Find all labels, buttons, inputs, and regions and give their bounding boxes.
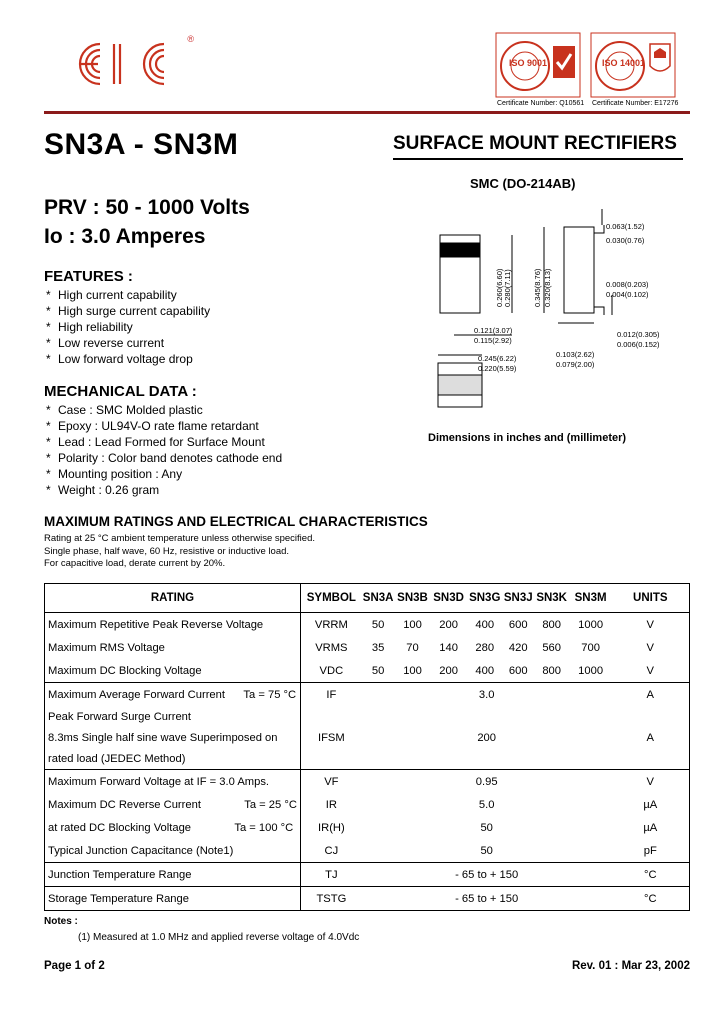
cell-value: 50 xyxy=(371,618,385,631)
cell-value: 100 xyxy=(403,618,422,631)
table-header: UNITS xyxy=(612,584,690,613)
row-label: Typical Junction Capacitance (Note1) xyxy=(48,844,234,857)
list-item: * High current capability xyxy=(44,287,210,303)
row-symbol: VRRM xyxy=(300,613,361,637)
empty-cell xyxy=(300,706,361,727)
cell-value: 70 xyxy=(406,641,419,654)
cell-value: 5.0 xyxy=(478,798,495,811)
cell-value: 140 xyxy=(439,641,458,654)
row-unit: V xyxy=(646,641,654,654)
row-label: Maximum RMS Voltage xyxy=(48,641,165,654)
list-item: * Weight : 0.26 gram xyxy=(44,482,282,498)
prv-spec: PRV : 50 - 1000 Volts xyxy=(44,196,250,219)
row-unit: pF xyxy=(643,844,657,857)
row-label: Maximum DC Reverse Current Ta = 25 °C xyxy=(48,798,297,811)
row-symbol: VRMS xyxy=(300,636,361,659)
table-row xyxy=(45,613,690,637)
cell-value: 50 xyxy=(480,844,493,857)
cell-value: - 65 to + 150 xyxy=(362,887,612,911)
list-item: * Low forward voltage drop xyxy=(44,351,210,367)
dim-label: 0.004(0.102) xyxy=(606,290,649,299)
cell-value: 420 xyxy=(508,641,528,654)
row-symbol: TSTG xyxy=(300,887,361,911)
row-label: Maximum Repetitive Peak Reverse Voltage xyxy=(48,618,264,631)
cell-value: 200 xyxy=(477,731,496,744)
table-row xyxy=(45,863,690,887)
empty-cell xyxy=(612,748,690,770)
features-heading: FEATURES : xyxy=(44,268,133,285)
ratings-heading: MAXIMUM RATINGS AND ELECTRICAL CHARACTERISTICS xyxy=(44,514,428,529)
row-symbol: VF xyxy=(300,770,361,794)
table-header: RATING xyxy=(45,584,301,613)
cert1-number: Certificate Number: Q10561 xyxy=(497,100,585,107)
row-label: Peak Forward Surge Current xyxy=(48,710,192,723)
table-header: SN3B xyxy=(394,584,430,613)
list-item: * Polarity : Color band denotes cathode end xyxy=(44,450,282,466)
iso14001-label: ISO 14001 xyxy=(602,58,646,68)
page-number: Page 1 of 2 xyxy=(44,960,105,972)
empty-cell xyxy=(300,748,361,770)
registered-mark: ® xyxy=(187,34,194,44)
table-header: SN3A xyxy=(362,584,395,613)
empty-cell xyxy=(362,748,612,770)
cell-value: 50 xyxy=(480,821,493,834)
list-item: * Lead : Lead Formed for Surface Mount xyxy=(44,434,282,450)
row-symbol: VDC xyxy=(300,659,361,683)
package-outline-diagram xyxy=(412,195,690,435)
cell-value: 1000 xyxy=(578,618,604,631)
dim-label: 0.012(0.305) xyxy=(617,330,660,339)
row-unit: A xyxy=(646,731,654,744)
row-symbol: IR xyxy=(300,793,361,816)
table-row xyxy=(45,839,690,863)
dim-label: 0.220(5.59) xyxy=(478,364,517,373)
cell-value: 400 xyxy=(475,664,495,677)
cell-value: 800 xyxy=(542,618,561,631)
mechanical-heading: MECHANICAL DATA : xyxy=(44,383,197,400)
rating-note: Single phase, half wave, 60 Hz, resistive or inductive load. xyxy=(44,545,290,557)
row-unit: A xyxy=(612,683,690,707)
row-label: rated load (JEDEC Method) xyxy=(48,752,186,765)
mechanical-list xyxy=(44,402,282,498)
dim-label: 0.345(8.76) xyxy=(533,268,542,307)
dim-label: 0.245(6.22) xyxy=(478,354,517,363)
header-divider xyxy=(44,111,690,114)
rating-note: For capacitive load, derate current by 20%. xyxy=(44,558,226,569)
row-unit: V xyxy=(646,664,654,677)
table-header-row xyxy=(45,584,690,613)
dim-label: 0.030(0.76) xyxy=(606,236,645,245)
cell-value: 3.0 xyxy=(362,683,612,707)
row-label: at rated DC Blocking Voltage Ta = 100 °C xyxy=(48,821,294,834)
table-header: SYMBOL xyxy=(300,584,361,613)
notes-heading: Notes : xyxy=(44,916,78,927)
row-label: Maximum Average Forward Current Ta = 75 °C xyxy=(45,683,301,707)
cell-value: 1000 xyxy=(578,664,604,677)
table-row xyxy=(45,706,690,727)
revision-date: Rev. 01 : Mar 23, 2002 xyxy=(571,960,690,972)
row-label: 8.3ms Single half sine wave Superimposed on xyxy=(48,731,278,744)
dim-label: 0.008(0.203) xyxy=(606,280,649,289)
dim-label: 0.063(1.52) xyxy=(606,222,645,231)
table-header: SN3M xyxy=(570,584,612,613)
empty-cell xyxy=(612,706,690,727)
cell-value: 800 xyxy=(542,664,561,677)
cell-value: 560 xyxy=(542,641,561,654)
cell-value: 35 xyxy=(371,641,385,654)
list-item: * Epoxy : UL94V-O rate flame retardant xyxy=(44,418,282,434)
iso9001-label: ISO 9001 xyxy=(509,58,548,68)
row-symbol: IR(H) xyxy=(300,816,361,839)
company-logo xyxy=(64,34,194,90)
list-item: * Case : SMC Molded plastic xyxy=(44,402,282,418)
smc-package-drawing xyxy=(412,195,690,435)
row-label: Maximum Forward Voltage at IF = 3.0 Amps. xyxy=(45,770,301,794)
row-label: Storage Temperature Range xyxy=(45,887,301,911)
row-unit: µA xyxy=(643,821,658,834)
dim-label: 0.121(3.07) xyxy=(474,326,513,335)
row-symbol: CJ xyxy=(300,839,361,863)
row-unit: V xyxy=(646,618,654,631)
cell-value: 600 xyxy=(508,618,528,631)
row-unit: µA xyxy=(643,798,658,811)
table-header: SN3D xyxy=(431,584,467,613)
row-unit: °C xyxy=(612,863,690,887)
features-list xyxy=(44,287,210,367)
table-row xyxy=(45,683,690,707)
ratings-table xyxy=(44,583,690,911)
list-item: * High surge current capability xyxy=(44,303,210,319)
cell-value: 700 xyxy=(581,641,600,654)
list-item: * High reliability xyxy=(44,319,210,335)
table-row xyxy=(45,636,690,659)
cell-value: 280 xyxy=(475,641,495,654)
package-name: SMC (DO-214AB) xyxy=(470,176,576,191)
table-row xyxy=(45,659,690,683)
list-item: * Mounting position : Any xyxy=(44,466,282,482)
dim-label: 0.260(6.60) xyxy=(495,268,504,307)
dim-label: 0.103(2.62) xyxy=(556,350,595,359)
row-symbol: TJ xyxy=(300,863,361,887)
part-title: SN3A - SN3M xyxy=(44,128,239,161)
table-header: SN3G xyxy=(467,584,503,613)
dimensions-note: Dimensions in inches and (millimeter) xyxy=(428,432,627,444)
cell-value: 50 xyxy=(371,664,385,677)
cell-value: 600 xyxy=(508,664,528,677)
table-row xyxy=(45,748,690,770)
io-spec: Io : 3.0 Amperes xyxy=(44,225,206,248)
list-item: * Low reverse current xyxy=(44,335,210,351)
empty-cell xyxy=(362,706,612,727)
product-type-title: SURFACE MOUNT RECTIFIERS xyxy=(393,133,677,154)
table-header: SN3K xyxy=(534,584,570,613)
cell-value: - 65 to + 150 xyxy=(362,863,612,887)
table-row xyxy=(45,816,690,839)
note-1: (1) Measured at 1.0 MHz and applied reverse voltage of 4.0Vdc xyxy=(78,932,360,943)
row-unit: V xyxy=(612,770,690,794)
ratings-notes xyxy=(44,533,315,571)
table-row xyxy=(45,793,690,816)
dim-label: 0.115(2.92) xyxy=(474,336,512,345)
table-row xyxy=(45,887,690,911)
cell-value: 200 xyxy=(439,664,458,677)
dim-label: 0.320(8.13) xyxy=(543,268,552,307)
table-row xyxy=(45,727,690,748)
cert2-number: Certificate Number: E17276 xyxy=(592,100,679,107)
dim-label: 0.079(2.00) xyxy=(556,360,595,369)
row-symbol: IF xyxy=(300,683,361,707)
row-unit: °C xyxy=(612,887,690,911)
cell-value: 400 xyxy=(475,618,495,631)
eic-logo-icon xyxy=(64,38,188,90)
iso14001-badge xyxy=(590,32,679,107)
cell-value: 0.95 xyxy=(362,770,612,794)
table-header: SN3J xyxy=(503,584,534,613)
row-label: Junction Temperature Range xyxy=(45,863,301,887)
cell-value: 200 xyxy=(439,618,458,631)
row-label: Maximum DC Blocking Voltage xyxy=(48,664,202,677)
dim-label: 0.280(7.11) xyxy=(503,269,512,307)
subtitle-underline xyxy=(393,158,683,160)
cell-value: 100 xyxy=(403,664,422,677)
rating-note: Rating at 25 °C ambient temperature unless otherwise specified. xyxy=(44,533,315,544)
iso9001-badge xyxy=(495,32,585,107)
row-symbol: IFSM xyxy=(300,727,361,748)
dim-label: 0.006(0.152) xyxy=(617,340,660,349)
table-row xyxy=(45,770,690,794)
